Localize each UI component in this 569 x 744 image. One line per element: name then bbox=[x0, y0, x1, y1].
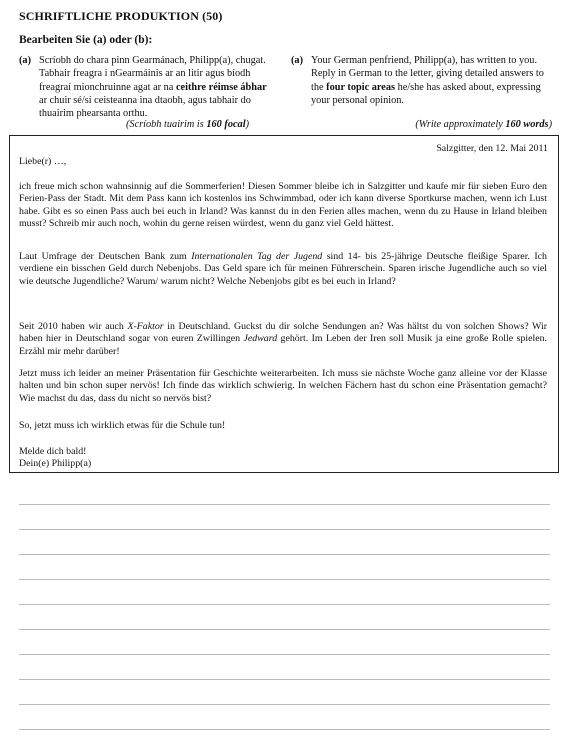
option-irish-text-part: ar chuir sé/sí ceisteanna ina dtaobh, agus tabhair do thuairim phearsanta orthu. bbox=[39, 94, 251, 120]
signature-line: Dein(e) Philipp(a) bbox=[19, 458, 92, 470]
option-english-label: (a) bbox=[291, 55, 304, 66]
signoff-line: Melde dich bald! bbox=[19, 446, 87, 457]
paragraph-italic: Jedward bbox=[243, 333, 278, 345]
option-english-word-note bbox=[415, 119, 552, 130]
note-end: ) bbox=[245, 119, 249, 130]
option-english-text-part: he/she has asked about, expressing your personal opinion. bbox=[311, 81, 541, 106]
answer-line[interactable] bbox=[19, 704, 550, 705]
answer-line[interactable] bbox=[19, 579, 550, 580]
option-irish-text-part: Scríobh do chara pinn Gearmánach, Philipp(a), chugat. Tabhair freagra i nGearmáinis ar an litir agus bíodh freagraí mionchruinne agat ar na bbox=[39, 55, 266, 93]
note-italic: (Scríobh tuairim is bbox=[126, 119, 207, 130]
option-irish-label: (a) bbox=[19, 55, 32, 66]
paragraph-text: Laut Umfrage der Deutschen Bank zum bbox=[19, 251, 192, 262]
letter-paragraph-money bbox=[19, 251, 547, 288]
letter-paragraph-music bbox=[19, 321, 547, 358]
option-english-emphasis: four topic areas bbox=[326, 81, 395, 93]
option-english-text bbox=[311, 54, 553, 107]
letter-box bbox=[9, 135, 559, 473]
instruction-text: Bearbeiten Sie (a) oder (b): bbox=[19, 34, 153, 46]
paragraph-italic: Internationalen Tag der Jugend bbox=[191, 251, 323, 262]
option-english-text-part: Your German penfriend, Philipp(a), has written to you. Reply in German to the letter, giving detailed answers to the bbox=[311, 55, 544, 93]
answer-line[interactable] bbox=[19, 554, 550, 555]
note-bold: 160 words bbox=[505, 119, 549, 130]
note-bold: 160 focal bbox=[206, 119, 246, 130]
answer-line[interactable] bbox=[19, 529, 550, 530]
answer-line[interactable] bbox=[19, 654, 550, 655]
option-irish-word-note bbox=[126, 119, 249, 130]
paragraph-text: Seit 2010 haben wir auch bbox=[19, 321, 128, 332]
answer-line[interactable] bbox=[19, 504, 550, 505]
letter-paragraph-closing: So, jetzt muss ich wirklich etwas für die Schule tun! bbox=[19, 420, 226, 431]
answer-line[interactable] bbox=[19, 679, 550, 680]
letter-signoff bbox=[19, 446, 91, 471]
paragraph-text: sind 14- bis 25-jährige Deutsche fleißige Sparer. Ich verdiene ein bisschen Geld durch Nebenjobs. Das Geld spare ich für meinen Führerschein. Sparen irische Jugendliche auch so viel wie deutsche Jugendliche? Warum/ warum nicht? Welche Nebenjobs gibt es bei euch in Irland? bbox=[19, 251, 547, 287]
letter-date: Salzgitter, den 12. Mai 2011 bbox=[436, 143, 548, 154]
letter-paragraph-school: Jetzt muss ich leider an meiner Präsentation für Geschichte weiterarbeiten. Ich muss sie nächste Woche ganz alleine vor der Klasse halten und bin schon super nervös! Ich finde das wirklich schwierig. In welchen Fächern hast du schon eine Präsentation gemacht? Wie machst du das, dass du nicht so nervös bist? bbox=[19, 368, 547, 404]
option-irish-emphasis: ceithre réimse ábhar bbox=[175, 81, 267, 93]
letter-paragraph-holidays: ich freue mich schon wahnsinnig auf die Sommerferien! Diesen Sommer bleibe ich in Salzgitter und kaufe mir für sieben Euro den Ferien-Pass der Stadt. Mit dem Pass kann ich kostenlos ins Schwimmbad, oder ich kann diverse Sportkurse machen, wenn ich Lust habe. Gibt es so einen Pass auch bei euch in Irland? Was kannst du in den Ferien alles machen, wenn du zu Hause in Irland bleiben musst? Schreib mir auch noch, wohin du gerne reisen würdest, wenn du ganz viel Geld hättest. bbox=[19, 181, 547, 230]
paragraph-text: gehört. Im Leben der Iren soll Musik ja eine große Rolle spielen. Erzähl mir mehr darüber! bbox=[19, 333, 547, 357]
paragraph-italic: X-Faktor bbox=[127, 321, 164, 332]
paragraph-text: in Deutschland. Guckst du dir solche Sendungen an? Was hältst du von solchen Shows? Wir haben hier in Deutschland sogar von euren Zwillingen bbox=[19, 321, 547, 345]
answer-line[interactable] bbox=[19, 729, 550, 730]
section-heading: SCHRIFTLICHE PRODUKTION (50) bbox=[19, 9, 223, 23]
answer-line[interactable] bbox=[19, 629, 550, 630]
answer-line[interactable] bbox=[19, 604, 550, 605]
note-italic: (Write approximately bbox=[415, 119, 506, 130]
letter-greeting: Liebe(r) …, bbox=[19, 156, 67, 167]
option-irish-text bbox=[39, 54, 277, 120]
note-end: ) bbox=[548, 119, 552, 130]
